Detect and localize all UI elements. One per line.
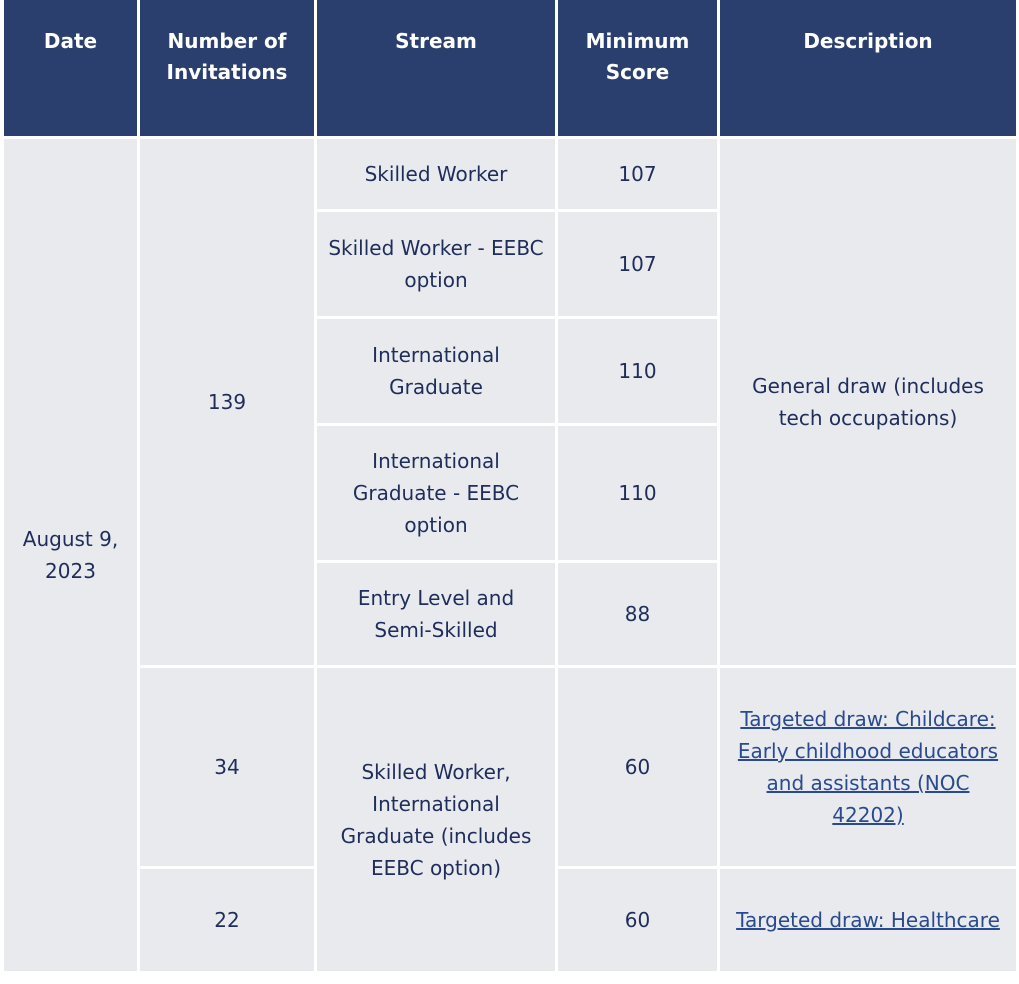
stream-cell: Skilled Worker bbox=[316, 138, 557, 211]
header-row bbox=[3, 0, 1018, 138]
draw-date-cell: August 9, 2023 bbox=[3, 138, 139, 973]
childcare-score-cell: 60 bbox=[557, 667, 719, 868]
healthcare-invitations-cell: 22 bbox=[139, 868, 316, 973]
header-description: Description bbox=[719, 0, 1018, 138]
header-minimum-score: Minimum Score bbox=[557, 0, 719, 138]
childcare-invitations-cell: 34 bbox=[139, 667, 316, 868]
draw-results-table bbox=[1, 0, 1019, 974]
header-number-of-invitations: Number of Invitations bbox=[139, 0, 316, 138]
childcare-description-cell bbox=[719, 667, 1018, 868]
stream-cell: International Graduate bbox=[316, 318, 557, 425]
table-row bbox=[3, 667, 1018, 868]
score-cell: 107 bbox=[557, 211, 719, 318]
general-description-cell: General draw (includes tech occupations) bbox=[719, 138, 1018, 667]
targeted-stream-cell: Skilled Worker, International Graduate (includes EEBC option) bbox=[316, 667, 557, 973]
stream-cell: Skilled Worker - EEBC option bbox=[316, 211, 557, 318]
general-invitations-cell: 139 bbox=[139, 138, 316, 667]
header-stream: Stream bbox=[316, 0, 557, 138]
header-date: Date bbox=[3, 0, 139, 138]
childcare-draw-link[interactable]: Targeted draw: Childcare: Early childhood educators and assistants (NOC 42202) bbox=[737, 707, 999, 827]
table-row bbox=[3, 138, 1018, 211]
score-cell: 110 bbox=[557, 318, 719, 425]
healthcare-draw-link[interactable]: Targeted draw: Healthcare bbox=[736, 908, 1000, 932]
healthcare-score-cell: 60 bbox=[557, 868, 719, 973]
healthcare-description-cell bbox=[719, 868, 1018, 973]
score-cell: 107 bbox=[557, 138, 719, 211]
score-cell: 88 bbox=[557, 562, 719, 667]
stream-cell: Entry Level and Semi-Skilled bbox=[316, 562, 557, 667]
stream-cell: International Graduate - EEBC option bbox=[316, 425, 557, 562]
score-cell: 110 bbox=[557, 425, 719, 562]
